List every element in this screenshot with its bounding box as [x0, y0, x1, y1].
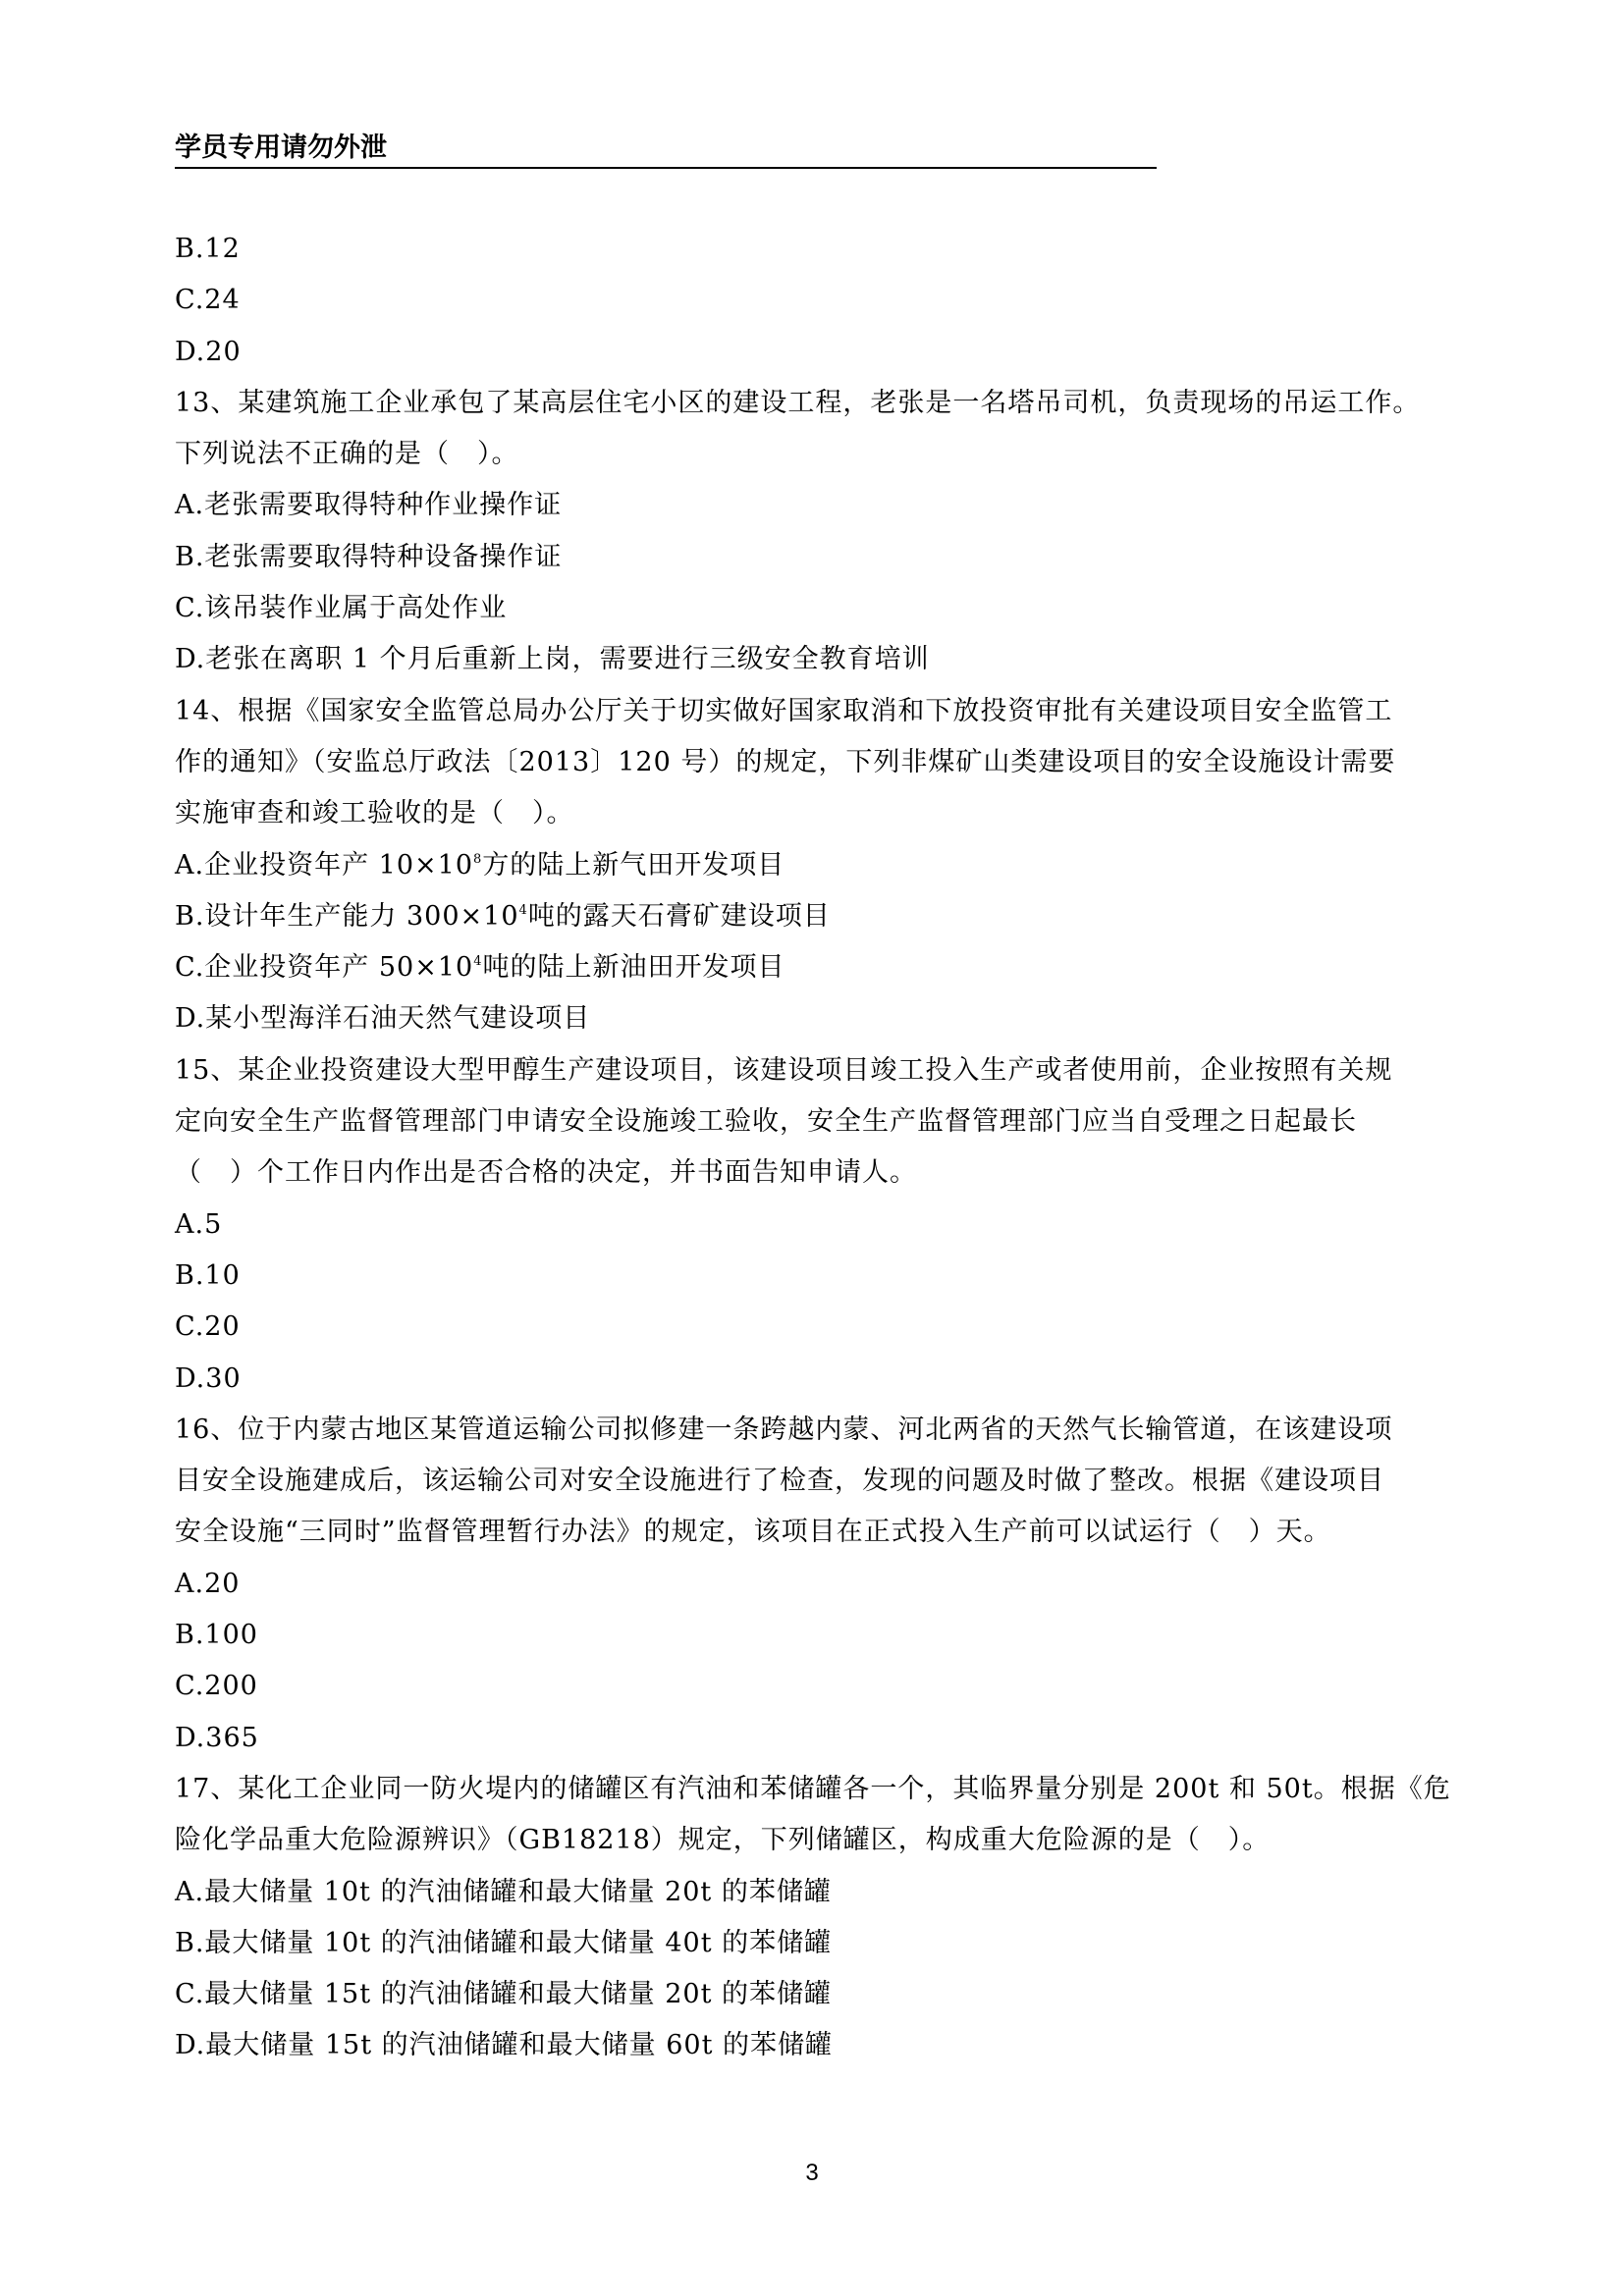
question-15-option-b: B.10: [175, 1259, 241, 1291]
question-15-option-c: C.20: [175, 1311, 241, 1343]
question-15-stem: 定向安全生产监督管理部门申请安全设施竣工验收，安全生产监督管理部门应当自受理之日起最长: [175, 1106, 1357, 1138]
question-16-option-d: D.365: [175, 1722, 259, 1753]
question-13-option-a: A.老张需要取得特种作业操作证: [175, 490, 563, 521]
option-text: 吨的陆上新油田开发项目: [482, 952, 785, 984]
page-header: 学员专用请勿外泄: [175, 132, 1157, 169]
exponent: 8: [473, 851, 483, 867]
question-16-stem: 安全设施“三同时”监督管理暂行办法》的规定，该项目在正式投入生产前可以试运行（ ）天。: [175, 1517, 1331, 1548]
option-text: B.设计年生产能力 300×10: [175, 900, 519, 932]
question-15-stem: 15、某企业投资建设大型甲醇生产建设项目，该建设项目竣工投入生产或者使用前，企业按照有关规: [175, 1054, 1393, 1086]
question-16-option-b: B.100: [175, 1620, 258, 1651]
question-14-stem: 14、根据《国家安全监管总局办公厅关于切实做好国家取消和下放投资审批有关建设项目安全监管工: [175, 695, 1393, 726]
question-13-option-b: B.老张需要取得特种设备操作证: [175, 541, 563, 572]
question-14-stem: 作的通知》（安监总厅政法〔2013〕120 号）的规定，下列非煤矿山类建设项目的安全设施设计需要: [175, 746, 1396, 777]
question-13-option-c: C.该吊装作业属于高处作业: [175, 593, 508, 624]
page-number: 3: [805, 2160, 819, 2186]
question-16-stem: 16、位于内蒙古地区某管道运输公司拟修建一条跨越内蒙、河北两省的天然气长输管道，在该建设项: [175, 1414, 1393, 1445]
question-16-stem: 目安全设施建成后，该运输公司对安全设施进行了检查，发现的问题及时做了整改。根据《建设项目: [175, 1466, 1384, 1497]
question-13-stem: 13、某建筑施工企业承包了某高层住宅小区的建设工程，老张是一名塔吊司机，负责现场的吊运工作。: [175, 387, 1421, 418]
question-16-option-c: C.200: [175, 1671, 258, 1702]
text-line: D.20: [175, 336, 242, 367]
question-15-option-d: D.30: [175, 1362, 242, 1394]
question-14-option-b: [175, 891, 1451, 942]
option-text: 方的陆上新气田开发项目: [482, 849, 785, 881]
question-15-option-a: A.5: [175, 1208, 223, 1240]
question-14-option-d: D.某小型海洋石油天然气建设项目: [175, 1003, 591, 1035]
question-14-stem: 实施审查和竣工验收的是（ ）。: [175, 798, 574, 829]
question-17-option-c: C.最大储量 15t 的汽油储罐和最大储量 20t 的苯储罐: [175, 1979, 833, 2010]
question-17-stem: 17、某化工企业同一防火堤内的储罐区有汽油和苯储罐各一个，其临界量分别是 200t 和 50t。根据《危: [175, 1773, 1451, 1804]
text-line: B.12: [175, 234, 241, 264]
question-15-stem: （ ）个工作日内作出是否合格的决定，并书面告知申请人。: [175, 1157, 917, 1189]
exponent: 4: [473, 954, 483, 970]
question-content: [175, 224, 1451, 2072]
question-13-stem: 下列说法不正确的是（ ）。: [175, 439, 519, 470]
question-14-option-a: [175, 840, 1451, 891]
option-text: A.企业投资年产 10×10: [175, 849, 473, 881]
option-text: 吨的露天石膏矿建设项目: [527, 900, 831, 932]
text-line: C.24: [175, 285, 241, 316]
question-17-option-d: D.最大储量 15t 的汽油储罐和最大储量 60t 的苯储罐: [175, 2030, 834, 2061]
question-17-option-b: B.最大储量 10t 的汽油储罐和最大储量 40t 的苯储罐: [175, 1927, 833, 1958]
question-17-stem: 险化学品重大危险源辨识》（GB18218）规定，下列储罐区，构成重大危险源的是（ ）。: [175, 1825, 1271, 1856]
question-13-option-d: D.老张在离职 1 个月后重新上岗，需要进行三级安全教育培训: [175, 644, 930, 675]
option-text: C.企业投资年产 50×10: [175, 952, 474, 984]
question-14-option-c: [175, 942, 1451, 993]
exponent: 4: [518, 902, 528, 918]
question-16-option-a: A.20: [175, 1568, 241, 1599]
question-17-option-a: A.最大储量 10t 的汽油储罐和最大储量 20t 的苯储罐: [175, 1876, 832, 1907]
